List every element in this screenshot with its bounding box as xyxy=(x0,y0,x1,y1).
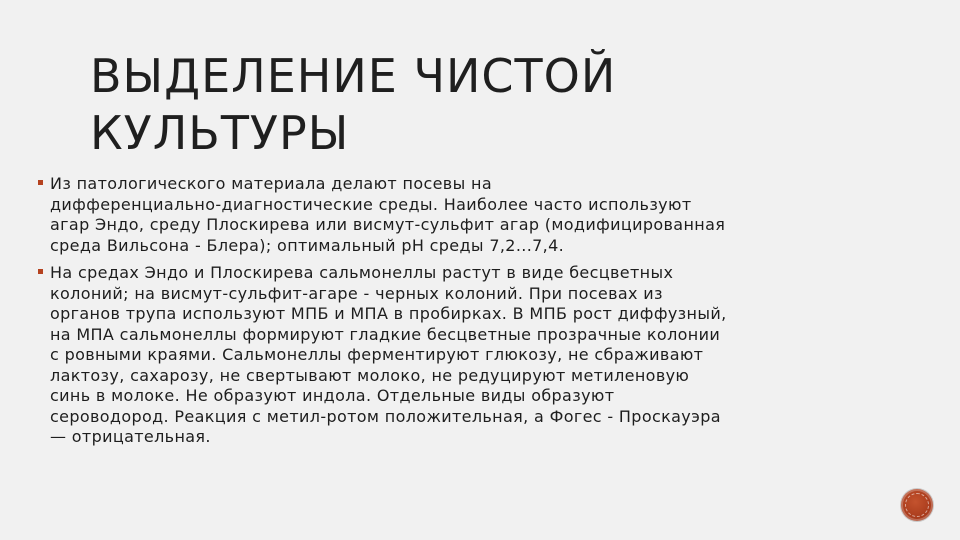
bullet-line: агар Эндо, среду Плоскирева или висмут-сульфит агар (модифицированная xyxy=(50,215,726,234)
bullet-line: колоний; на висмут-сульфит-агаре - черных колоний. При посевах из xyxy=(50,283,663,303)
square-bullet-icon xyxy=(38,269,43,274)
bullet-line: На средах Эндо и Плоскирева сальмонеллы растут в виде бесцветных xyxy=(50,263,674,282)
bullet-item xyxy=(38,174,878,256)
bullet-line: Из патологического материала делают посевы на xyxy=(50,174,492,193)
bullet-line: лактозу, сахарозу, не свертывают молоко, не редуцируют метиленовую xyxy=(50,365,690,385)
slide-title xyxy=(90,48,850,162)
decorative-circle-icon xyxy=(901,489,933,521)
bullet-line: — отрицательная. xyxy=(50,427,211,446)
circle-ring-icon xyxy=(905,493,929,517)
bullet-line: дифференциально-диагностические среды. Наиболее часто используют xyxy=(50,194,692,214)
title-line: КУЛЬТУРЫ xyxy=(90,106,350,160)
bullet-line: синь в молоке. Не образуют индола. Отдельные виды образуют xyxy=(50,386,615,405)
bullet-line: на МПА сальмонеллы формируют гладкие бесцветные прозрачные колонии xyxy=(50,324,721,344)
bullet-item xyxy=(38,263,878,448)
bullet-line: среда Вильсона - Блера); оптимальный рН среды 7,2...7,4. xyxy=(50,235,565,255)
title-line: ВЫДЕЛЕНИЕ ЧИСТОЙ xyxy=(90,49,617,103)
bullet-line: органов трупа используют МПБ и МПА в пробирках. В МПБ рост диффузный, xyxy=(50,304,727,323)
square-bullet-icon xyxy=(38,180,43,185)
bullet-line: с ровными краями. Сальмонеллы ферментируют глюкозу, не сбраживают xyxy=(50,345,704,364)
bullet-line: сероводород. Реакция с метил-ротом положительная, а Фогес - Проскауэра xyxy=(50,406,721,426)
bullet-list xyxy=(38,174,878,455)
